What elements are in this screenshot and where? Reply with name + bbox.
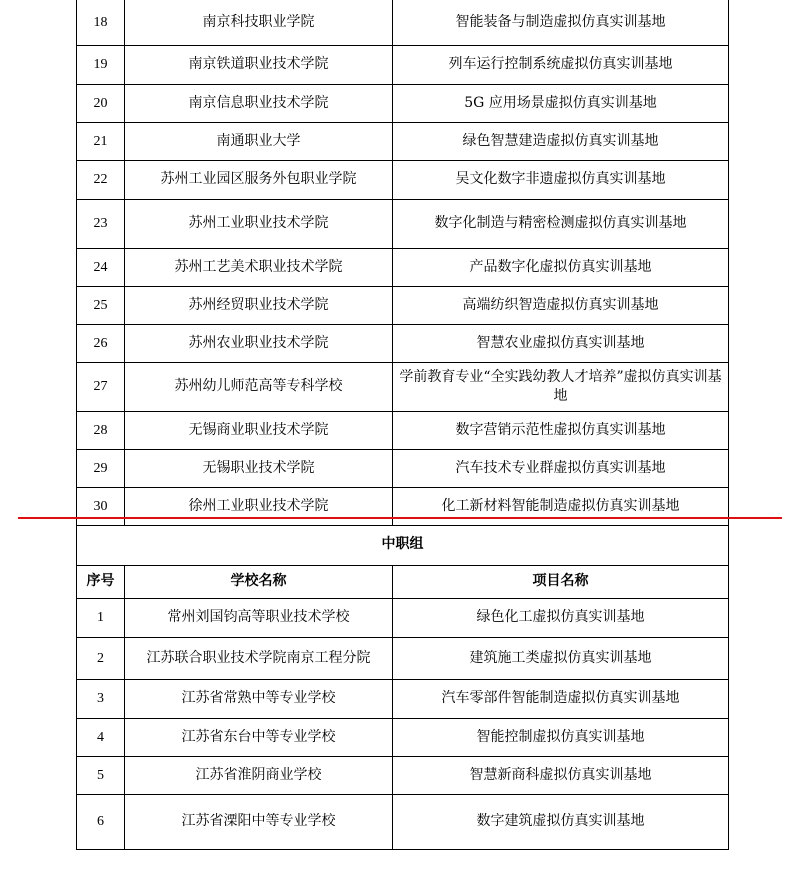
school-name: 江苏省常熟中等专业学校 bbox=[125, 679, 393, 718]
project-name: 汽车技术专业群虚拟仿真实训基地 bbox=[393, 449, 729, 487]
header-school: 学校名称 bbox=[125, 565, 393, 598]
row-number: 28 bbox=[77, 411, 125, 449]
table-row bbox=[77, 637, 729, 679]
school-name: 无锡职业技术学院 bbox=[125, 449, 393, 487]
row-number: 6 bbox=[77, 794, 125, 849]
project-name: 学前教育专业“全实践幼教人才培养”虚拟仿真实训基地 bbox=[393, 362, 729, 411]
table-row bbox=[77, 794, 729, 849]
project-name: 吴文化数字非遗虚拟仿真实训基地 bbox=[393, 160, 729, 199]
school-name: 江苏省溧阳中等专业学校 bbox=[125, 794, 393, 849]
table-row bbox=[77, 286, 729, 324]
row-number: 22 bbox=[77, 160, 125, 199]
row-number: 19 bbox=[77, 45, 125, 84]
header-number: 序号 bbox=[77, 565, 125, 598]
section-title: 中职组 bbox=[77, 525, 729, 565]
row-number: 29 bbox=[77, 449, 125, 487]
project-name: 智能装备与制造虚拟仿真实训基地 bbox=[393, 0, 729, 45]
school-name: 常州刘国钧高等职业技术学校 bbox=[125, 598, 393, 637]
section-title-row bbox=[77, 525, 729, 565]
project-name: 建筑施工类虚拟仿真实训基地 bbox=[393, 637, 729, 679]
secondary-vocational-table bbox=[76, 525, 729, 850]
table-row bbox=[77, 199, 729, 248]
school-name: 苏州幼儿师范高等专科学校 bbox=[125, 362, 393, 411]
project-name: 产品数字化虚拟仿真实训基地 bbox=[393, 248, 729, 286]
row-number: 30 bbox=[77, 487, 125, 525]
table-row bbox=[77, 45, 729, 84]
row-number: 24 bbox=[77, 248, 125, 286]
row-number: 1 bbox=[77, 598, 125, 637]
project-name: 列车运行控制系统虚拟仿真实训基地 bbox=[393, 45, 729, 84]
school-name: 江苏省淮阴商业学校 bbox=[125, 756, 393, 794]
table-row bbox=[77, 248, 729, 286]
project-name: 高端纺织智造虚拟仿真实训基地 bbox=[393, 286, 729, 324]
school-name: 苏州工艺美术职业技术学院 bbox=[125, 248, 393, 286]
row-number: 20 bbox=[77, 84, 125, 122]
table-row bbox=[77, 160, 729, 199]
row-number: 4 bbox=[77, 718, 125, 756]
project-name: 数字化制造与精密检测虚拟仿真实训基地 bbox=[393, 199, 729, 248]
school-name: 苏州经贸职业技术学院 bbox=[125, 286, 393, 324]
table-row bbox=[77, 362, 729, 411]
project-name: 数字建筑虚拟仿真实训基地 bbox=[393, 794, 729, 849]
school-name: 江苏省东台中等专业学校 bbox=[125, 718, 393, 756]
school-name: 苏州工业园区服务外包职业学院 bbox=[125, 160, 393, 199]
school-name: 苏州工业职业技术学院 bbox=[125, 199, 393, 248]
row-number: 18 bbox=[77, 0, 125, 45]
school-name: 南京铁道职业技术学院 bbox=[125, 45, 393, 84]
table-row bbox=[77, 324, 729, 362]
project-name: 智能控制虚拟仿真实训基地 bbox=[393, 718, 729, 756]
school-name: 南京科技职业学院 bbox=[125, 0, 393, 45]
project-name: 绿色化工虚拟仿真实训基地 bbox=[393, 598, 729, 637]
project-name: 智慧农业虚拟仿真实训基地 bbox=[393, 324, 729, 362]
table-row bbox=[77, 487, 729, 525]
table-row bbox=[77, 84, 729, 122]
row-number: 25 bbox=[77, 286, 125, 324]
table-row bbox=[77, 718, 729, 756]
project-name: 汽车零部件智能制造虚拟仿真实训基地 bbox=[393, 679, 729, 718]
school-name: 南通职业大学 bbox=[125, 122, 393, 160]
school-name: 无锡商业职业技术学院 bbox=[125, 411, 393, 449]
table-row bbox=[77, 449, 729, 487]
project-name: 绿色智慧建造虚拟仿真实训基地 bbox=[393, 122, 729, 160]
row-number: 26 bbox=[77, 324, 125, 362]
row-number: 21 bbox=[77, 122, 125, 160]
page-break-line bbox=[18, 517, 782, 519]
project-name: 化工新材料智能制造虚拟仿真实训基地 bbox=[393, 487, 729, 525]
table-row bbox=[77, 122, 729, 160]
project-name: 5G 应用场景虚拟仿真实训基地 bbox=[393, 84, 729, 122]
row-number: 23 bbox=[77, 199, 125, 248]
row-number: 27 bbox=[77, 362, 125, 411]
header-project: 项目名称 bbox=[393, 565, 729, 598]
row-number: 3 bbox=[77, 679, 125, 718]
table-row bbox=[77, 411, 729, 449]
row-number: 5 bbox=[77, 756, 125, 794]
project-name: 智慧新商科虚拟仿真实训基地 bbox=[393, 756, 729, 794]
table-row bbox=[77, 756, 729, 794]
header-row bbox=[77, 565, 729, 598]
school-name: 苏州农业职业技术学院 bbox=[125, 324, 393, 362]
upper-table bbox=[76, 0, 729, 526]
row-number: 2 bbox=[77, 637, 125, 679]
table-row bbox=[77, 679, 729, 718]
table-row bbox=[77, 0, 729, 45]
project-name: 数字营销示范性虚拟仿真实训基地 bbox=[393, 411, 729, 449]
school-name: 南京信息职业技术学院 bbox=[125, 84, 393, 122]
table-row bbox=[77, 598, 729, 637]
school-name: 江苏联合职业技术学院南京工程分院 bbox=[125, 637, 393, 679]
school-name: 徐州工业职业技术学院 bbox=[125, 487, 393, 525]
